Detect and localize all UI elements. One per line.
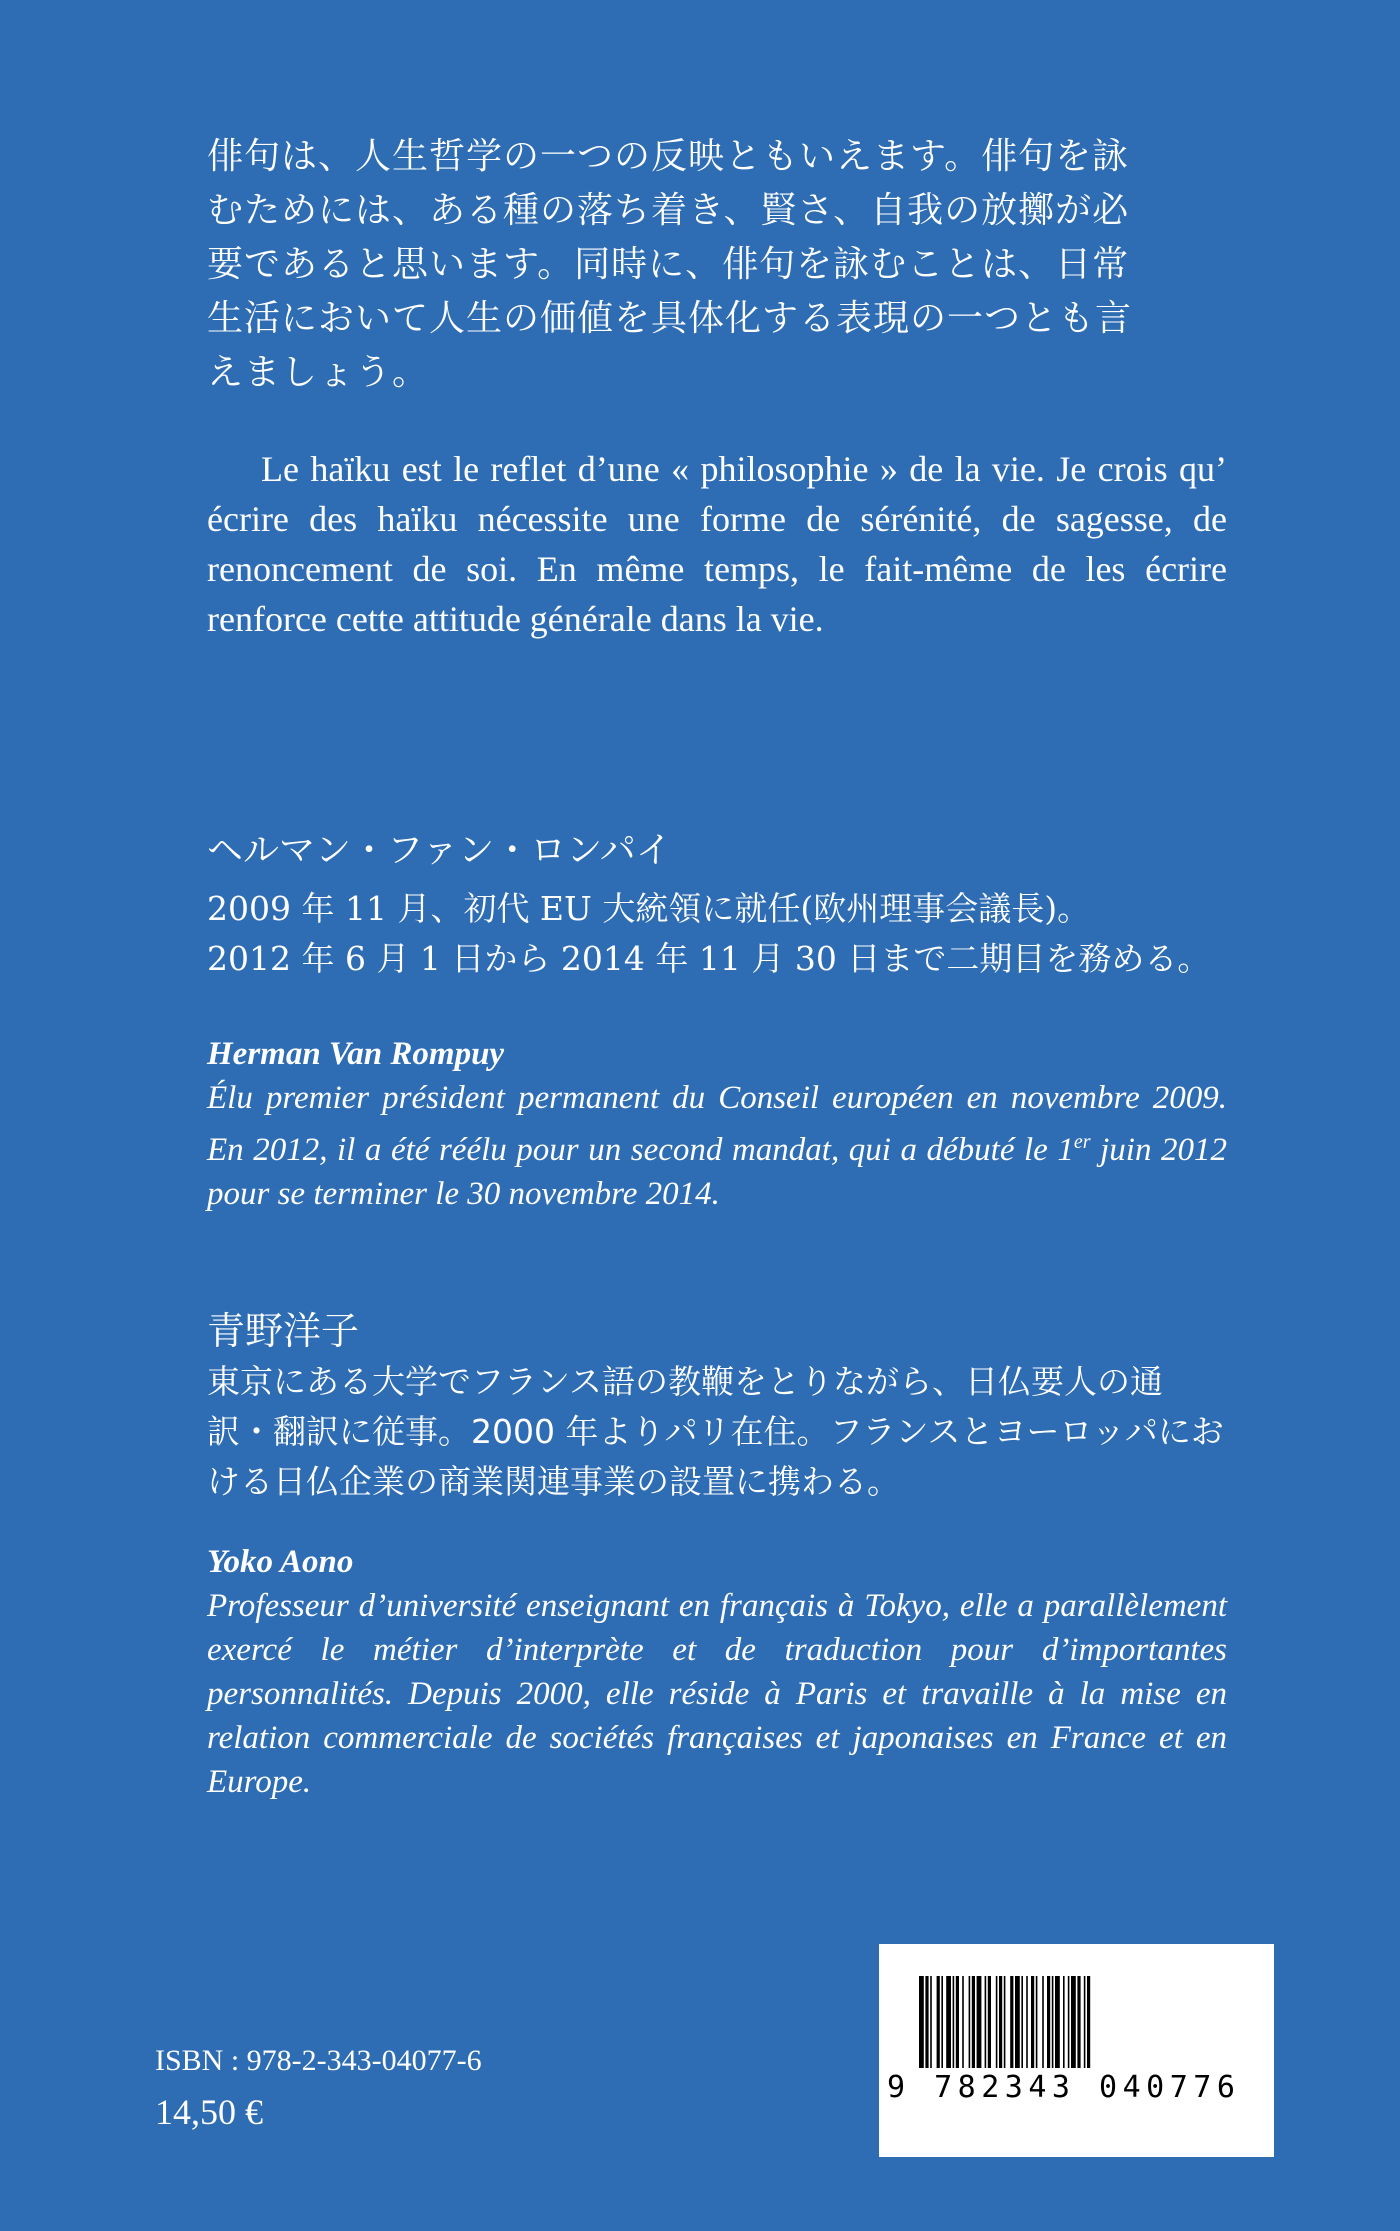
barcode-bar [1031,1976,1034,2068]
barcode-bar [1042,1976,1044,2068]
barcode-bar [1052,1976,1054,2068]
rompuy-jp-line: 2009 年 11 月、初代 EU 大統領に就任(欧州理事会議長)。 [207,889,1091,928]
barcode-bar [972,1976,975,2068]
rompuy-fr-text-part1: Élu premier président permanent du Conseil européen en novembre 2009. En 2012, il a été réélu pour un second mandat, qui a débuté le 1 [207,1080,1227,1168]
rompuy-fr-superscript: er [1073,1131,1091,1153]
rompuy-jp-line: 2012 年 6 月 1 日から 2014 年 11 月 30 日まで二期目を務める。 [207,939,1211,978]
barcode-bar [1071,1976,1076,2068]
rompuy-fr-text-part2: juin 2012 pour se terminer le 30 novembre 2014. [207,1132,1227,1212]
barcode-bar [962,1976,964,2068]
barcode-bar [1004,1976,1006,2068]
barcode-bar [1021,1976,1023,2068]
barcode-bar [925,1976,928,2068]
barcode-bar [977,1976,982,2068]
haiku-jp-line: 生活において人生の価値を具体化する表現の一つとも言 [207,298,1133,339]
barcode-bar [1084,1976,1086,2068]
aono-japanese-bio [207,1305,1227,1507]
barcode-bar [941,1976,943,2068]
barcode-bar [1063,1976,1065,2068]
rompuy-japanese-bio [207,826,1227,984]
barcode-bar [1077,1976,1080,2068]
barcode-bar [985,1976,987,2068]
aono-fr-name: Yoko Aono [207,1544,354,1580]
haiku-jp-line: むためには、ある種の落ち着き、賢さ、自我の放擲が必 [207,190,1130,231]
barcode-bar [919,1976,924,2068]
haiku-jp-line: 俳句は、人生哲学の一つの反映ともいえます。俳句を詠 [207,136,1130,177]
aono-jp-name: 青野洋子 [207,1309,360,1353]
barcode-bar [1047,1976,1050,2068]
aono-jp-text: 東京にある大学でフランス語の教鞭をとりながら、日仏要人の通訳・翻訳に従事。2000 年よりパリ在住。フランスとヨーロッパにおける日仏企業の商業関連事業の設置に携わる。 [207,1362,1224,1501]
haiku-french-paragraph [207,444,1227,644]
barcode-bar [930,1976,932,2068]
barcode-bar [953,1976,955,2068]
isbn-text: ISBN : 978-2-343-04077-6 [155,2044,482,2077]
rompuy-fr-name: Herman Van Rompuy [207,1036,505,1072]
barcode-digits: 9 782343 040776 [887,2070,1241,2105]
barcode-bar [1055,1976,1060,2068]
barcode-bar [988,1976,991,2068]
rompuy-jp-name: ヘルマン・ファン・ロンパイ [207,830,672,871]
barcode-bar [1087,1976,1090,2068]
barcode-bar [956,1976,959,2068]
barcode-bar [946,1976,951,2068]
haiku-jp-line: 要であると思います。同時に、俳句を詠むことは、日常 [207,244,1130,285]
barcode [879,1944,1274,2157]
barcode-bar [1010,1976,1013,2068]
barcode-bar [999,1976,1002,2068]
haiku-jp-line: えましょう。 [207,352,430,393]
haiku-fr-text: Le haïku est le reflet d’une « philosophie » de la vie. Je crois qu’ écrire des haïku nécessite une forme de sérénité, de sagesse, de renoncement de soi. En même temps, le fait-même de les écrire renforce cette attitude générale dans la vie. [207,449,1227,639]
barcode-bar [1015,1976,1020,2068]
barcode-bar [937,1976,940,2068]
barcode-bar [996,1976,998,2068]
aono-french-bio [207,1540,1227,1804]
price-text: 14,50 € [155,2092,263,2132]
rompuy-french-bio [207,1032,1227,1216]
barcode-bar [1036,1976,1038,2068]
barcode-bar [1068,1976,1070,2068]
barcode-bar [969,1976,971,2068]
barcode-bars [919,1976,1239,2068]
aono-fr-text: Professeur d’université enseignant en français à Tokyo, elle a parallèlement exercé le métier d’interprète et de traduction pour d’importantes personnalités. Depuis 2000, elle réside à Paris et travaille à la mise en relation commerciale de sociétés françaises et japonaises en France et en Europe. [207,1588,1227,1800]
barcode-bar [1026,1976,1028,2068]
rompuy-fr-text [207,1076,1227,1216]
haiku-japanese-paragraph [207,130,1227,400]
